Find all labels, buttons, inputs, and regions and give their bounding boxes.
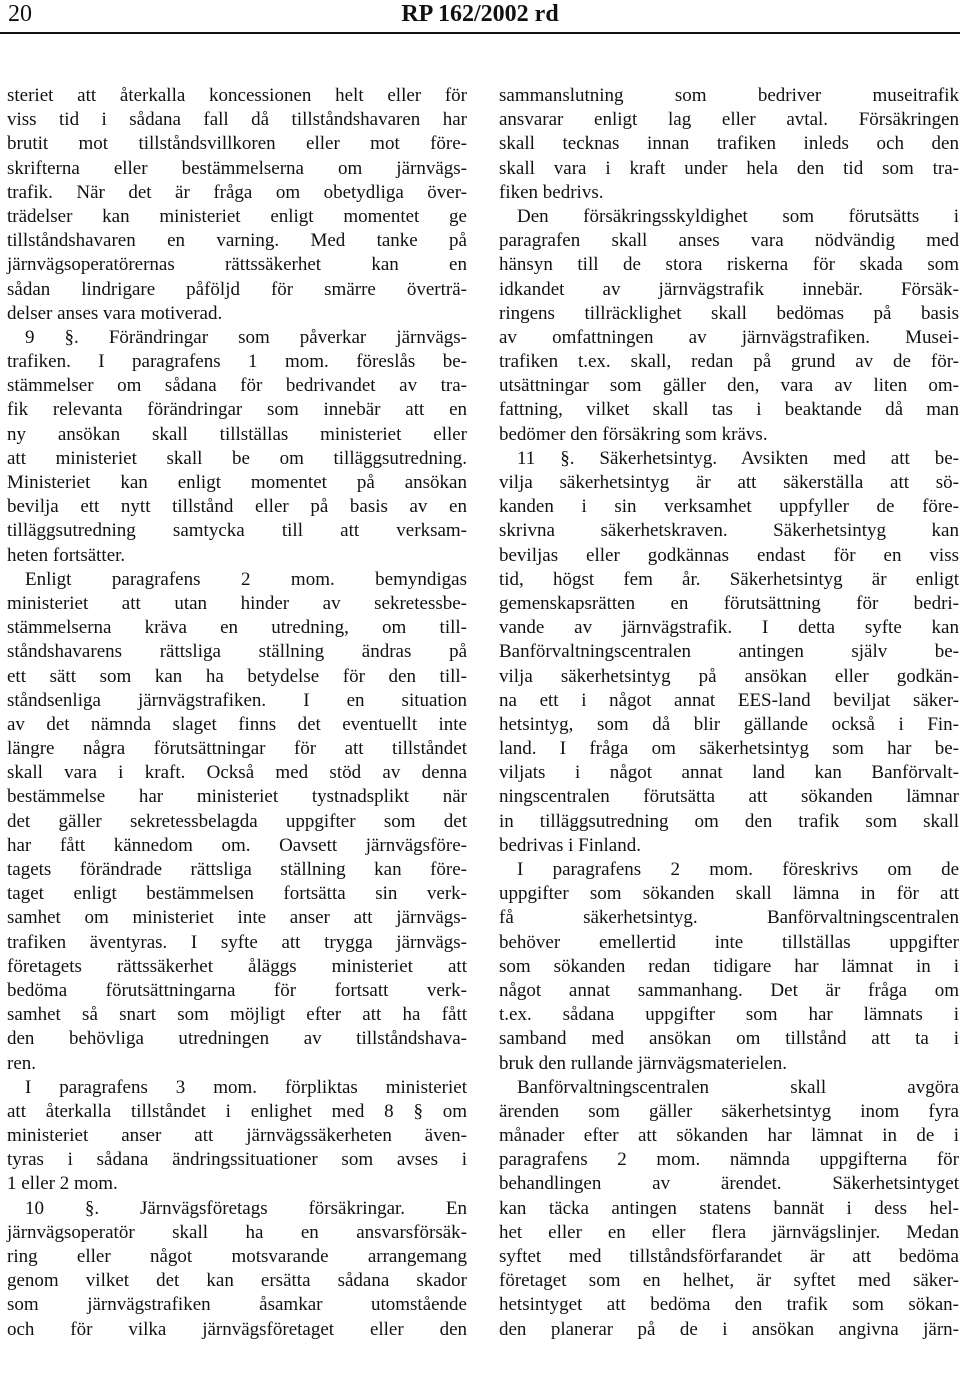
text-line: 9 §. Förändringar som påverkar järnvägs- [25,326,467,348]
text-line: fik relevanta förändringar som innebär att en [7,399,467,421]
text-line: ministeriet anser att järnvägssäkerheten även- [7,1125,467,1147]
text-line: behandlingen av ärendet. Säkerhetsintyget [499,1173,959,1195]
text-line: beviljas eller godkännas endast för en viss [499,544,959,566]
text-line: in tilläggsutredning om den trafik som skall [499,810,959,832]
text-line: hetsintyg, som då blir gällande också i Fin- [499,713,959,735]
text-line: delser anses vara motiverad. [7,302,223,324]
text-line: tilläggsutredning samtycka till att verksam- [7,520,467,542]
text-line: samband med ansökan om tillstånd att ta i [499,1028,959,1050]
text-line: av det nämnda slaget finns det eventuellt inte [7,713,467,735]
text-line: ringens tillräcklighet skall bedömas på basis [499,302,959,324]
text-line: och för vilka järnvägsföretaget eller den [7,1318,467,1340]
text-line: uppgifter som sökanden skall lämna in för att [499,883,959,905]
text-line: paragrafen skall anses vara nödvändig med [499,230,959,252]
text-line: skrivna säkerhetskraven. Säkerhetsintyg kan [499,520,959,542]
text-line: tid, högst fem år. Säkerhetsintyg är enligt [499,568,959,590]
text-line: utsättningar som gäller den, vara av liten om- [499,375,959,397]
text-line: hänsyn till de stora riskerna för skada som [499,254,959,276]
text-line: 1 eller 2 mom. [7,1173,118,1195]
text-line: Ministeriet kan enligt momentet på ansökan [7,472,467,493]
text-line: få säkerhetsintyg. Banförvaltningscentralen [499,907,959,929]
text-line: den behövliga utredningen av tillståndshava- [7,1028,467,1050]
text-line: t.ex. sådana uppgifter som har lämnats i [499,1004,959,1026]
text-line: som sökanden redan tidigare har lämnat in i [499,955,959,977]
text-line: vilja säkerhetsintyg är att säkerställa att sö- [499,472,959,493]
text-line: bestämmelse har ministeriet tystnadsplikt när [7,786,467,808]
text-line: ny ansökan skall tillställas ministeriet eller [7,423,467,445]
text-line: ministeriet att utan hinder av sekretessbe- [7,592,467,614]
text-line: järnvägsoperatörernas rättssäkerhet kan en [7,254,467,276]
document-id: RP 162/2002 rd [401,1,559,27]
text-line: det gäller sekretessbelagda uppgifter som det [7,810,467,832]
text-line: paragrafens 2 mom. nämnda uppgifterna för [499,1149,959,1171]
text-line: steriet att återkalla koncessionen helt eller för [7,85,467,106]
text-line: brutit mot tillståndsvillkoren eller mot före- [7,133,467,155]
text-line: trafik. När det är fråga om obetydliga över- [7,181,467,203]
text-line: kanden i sin verksamhet uppfyller de före- [499,496,959,518]
text-line: 10 §. Järnvägsföretags försäkringar. En [25,1197,467,1219]
text-line: trädelser kan ministeriet enligt momentet ge [7,205,467,227]
text-line: har fått kännedom om. Oavsett järnvägsföre- [7,834,467,856]
text-line: tyras i sådana ändringssituationer som avses i [7,1149,467,1171]
text-line: skrifterna eller bestämmelserna om järnvägs- [7,157,467,179]
text-line: gemenskapsrätten en förutsättning för bedri- [499,592,959,614]
text-line: idkandet av järnvägstrafik innebär. Försäk- [499,278,959,300]
text-line: bedrivas i Finland. [499,834,641,856]
text-line: viss tid i sådana fall då tillståndshavaren har [7,109,467,131]
text-line: vilja säkerhetsintyg på ansökan eller godkän- [499,665,959,687]
text-line: ren. [7,1052,37,1074]
text-line: samhet så snart som möjligt efter att ha fått [7,1004,467,1026]
text-line: något annat sammanhang. Det är fråga om [499,979,959,1001]
text-line: ståndshavarens rättsliga ställning ändras på [7,641,467,663]
text-line: Banförvaltningscentralen skall avgöra [517,1076,959,1098]
text-line: tillståndshavaren en varning. Med tanke på [7,230,467,252]
text-line: trafiken. I paragrafens 1 mom. föreslås be- [7,351,467,373]
text-line: att återkalla tillståndet i enlighet med 8 § om [7,1100,467,1122]
text-line: fattning, vilket skall tas i beaktande då man [499,399,959,421]
text-line: behöver emellertid inte tillställas uppgifter [499,931,959,953]
text-line: I paragrafens 3 mom. förpliktas ministeriet [25,1076,467,1098]
text-line: ningscentralen förutsätta att sökanden lämnar [499,786,959,808]
text-line: ansvarar enligt lag eller avtal. Försäkringen [499,109,959,131]
text-line: sådan lindrigare påföljd för smärre överträ- [7,278,467,300]
text-line: skall vara i kraft under hela den tid som tra- [499,157,959,179]
text-line: taget enligt bestämmelsen fortsätta sin verk- [7,883,467,905]
right-text-column [499,84,959,1342]
text-line: het eller en eller flera järnvägslinjer. Medan [499,1221,959,1243]
text-line: företaget som en helhet, är syftet med säker- [499,1270,959,1292]
text-line: stämmelserna kräva en utredning, om till- [7,617,467,639]
text-line: land. I fråga om säkerhetsintyg som har be- [499,738,959,760]
text-line: genom vilket det kan ersätta sådana skador [7,1270,467,1292]
text-line: syftet med tillståndsförfarandet är att bedöma [499,1246,959,1267]
page-number: 20 [8,1,32,27]
text-line: som järnvägstrafiken åsamkar utomstående [7,1294,467,1316]
text-line: bruk den rullande järnvägsmaterielen. [499,1052,788,1074]
text-line: na ett i något annat EES-land beviljat säker- [499,689,959,711]
text-line: viljats i något annat land kan Banförvalt- [499,762,959,784]
text-line: skall tecknas innan trafiken inleds och den [499,133,959,155]
header-rule [0,32,960,34]
text-line: bedömer den försäkring som krävs. [499,423,768,445]
text-line: ärenden som gäller säkerhetsintyg inom fyra [499,1100,959,1122]
text-line: vande av järnvägstrafik. I detta syfte kan [499,617,959,639]
text-line: stämmelser om sådana för bedrivandet av tra- [7,375,467,397]
text-line: Enligt paragrafens 2 mom. bemyndigas [25,568,467,590]
text-line: ring eller något motsvarande arrangemang [7,1246,467,1267]
text-line: hetsintyget att bedöma den trafik som sökan- [499,1294,959,1316]
text-line: att ministeriet skall be om tilläggsutredning. [7,447,467,469]
text-line: Banförvaltningscentralen antingen själv be- [499,641,959,663]
text-line: heten fortsätter. [7,544,126,566]
page-header [0,0,960,34]
text-line: av omfattningen av järnvägstrafiken. Musei- [499,326,959,348]
text-line: fiken bedrivs. [499,181,604,203]
text-line: bedöma förutsättningarna för fortsatt verk- [7,979,467,1001]
text-line: månader efter att sökanden har lämnat in de i [499,1125,959,1147]
text-line: tagets förändrade rättsliga ställning kan före- [7,859,467,880]
text-line: I paragrafens 2 mom. föreskrivs om de [517,859,959,880]
text-line: järnvägsoperatör skall ha en ansvarsförsäk- [7,1221,467,1243]
text-line: den planerar på de i ansökan angivna järn- [499,1318,959,1340]
text-line: sammanslutning som bedriver museitrafik [499,85,959,106]
text-line: kan täcka antingen statens bannät i dess hel- [499,1197,959,1219]
text-line: bevilja ett nytt tillstånd eller på basis av en [7,496,467,518]
text-line: samhet om ministeriet inte anser att järnvägs- [7,907,467,929]
left-text-column [7,84,467,1342]
text-line: skall vara i kraft. Också med stöd av denna [7,762,467,784]
text-line: ett sätt som kan ha betydelse för den till- [7,665,467,687]
text-line: Den försäkringsskyldighet som förutsätts i [517,205,959,227]
text-line: trafiken t.ex. skall, redan på grund av de för- [499,351,959,373]
text-line: 11 §. Säkerhetsintyg. Avsikten med att be- [517,447,959,469]
text-line: ståndsenliga järnvägstrafiken. I en situation [7,689,467,711]
text-line: trafiken äventyras. I syfte att trygga järnvägs- [7,931,467,953]
text-line: företagets rättssäkerhet åläggs ministeriet att [7,955,467,977]
text-line: längre några förutsättningar för att tillståndet [7,738,467,760]
